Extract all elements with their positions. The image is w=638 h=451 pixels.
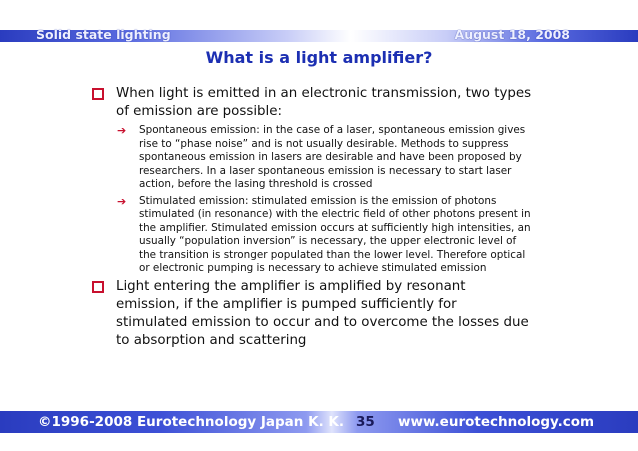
arrow-icon: ➔ [117,194,127,208]
bullet-square-icon [92,281,104,293]
sub-bullet-item [92,124,532,192]
slide-content [92,85,532,350]
bullet-text: When light is emitted in an electronic transmission, two types of emission are possible: [116,86,532,119]
slide-title: What is a light amplifier? [205,48,433,67]
bullet-text: Light entering the amplifier is amplified by resonant emission, if the amplifier is pumped sufficiently for stimulated emission to occur and to overcome the losses due to absorption and scattering [116,278,529,348]
bullet-square-icon [92,88,104,100]
sub-bullet-text: Stimulated emission: stimulated emission is the emission of photons stimulated (in resonance) with the electric field of other photons present in the amplifier. Stimulated emission occurs at sufficiently high intensities, an usually “population inversion” is necessary, the upper electronic level of the transition is stronger populated than the lower level. Therefore optical or electronic pumping is necessary to achieve stimulated emission [139,194,531,274]
sub-bullet-text: Spontaneous emission: in the case of a laser, spontaneous emission gives rise to “phase noise” and is not usually desirable. Methods to suppress spontaneous emission in lasers are desirable and have been proposed by researchers. In a laser spontaneous emission is necessary to start laser action, before the lasing threshold is crossed [139,124,526,190]
arrow-icon: ➔ [117,124,127,137]
page-number: 35 [356,414,375,430]
sub-bullet-list [92,124,532,276]
footer-url[interactable]: www.eurotechnology.com [398,414,595,430]
bullet-item [92,85,532,121]
bullet-item [92,278,532,350]
header-topic: Solid state lighting [36,27,171,42]
sub-bullet-item [92,195,532,276]
footer-copyright: ©1996-2008 Eurotechnology Japan K. K. [38,414,344,430]
header-date: August 18, 2008 [454,27,570,42]
